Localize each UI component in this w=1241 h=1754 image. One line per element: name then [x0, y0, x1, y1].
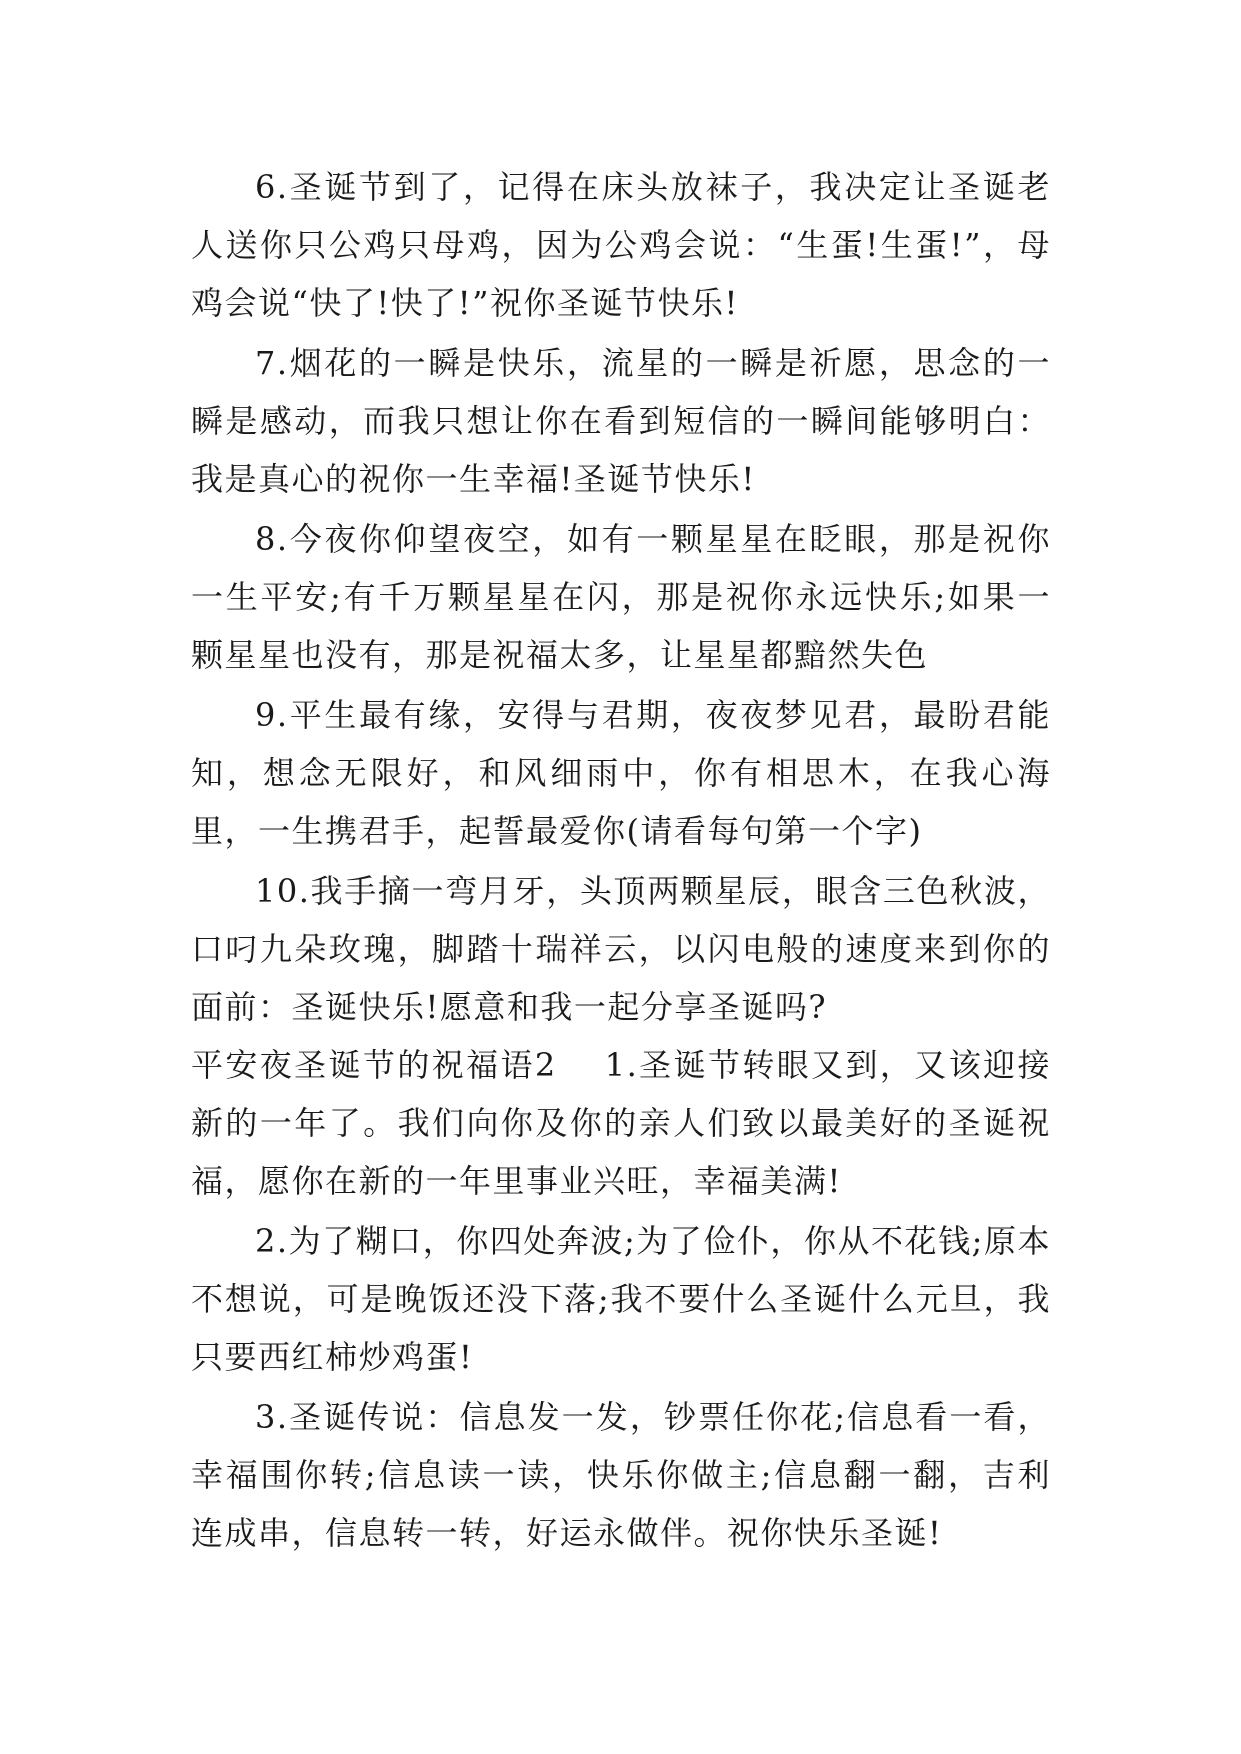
section-first-item: 1.圣诞节转眼又到，又该迎接新的一年了。我们向你及你的亲人们致以最美好的圣诞祝福，愿你在新的一年里事业兴旺，幸福美满! [191, 1046, 1051, 1200]
paragraph-3: 3.圣诞传说：信息发一发，钞票任你花;信息看一看，幸福围你转;信息读一读，快乐你做主;信息翻一翻，吉利连成串，信息转一转，好运永做伴。祝你快乐圣诞! [191, 1398, 1051, 1552]
section-title: 平安夜圣诞节的祝福语2 [191, 1046, 557, 1084]
paragraph-9: 9.平生最有缘，安得与君期，夜夜梦见君，最盼君能知，想念无限好，和风细雨中，你有相思木，在我心海里，一生携君手，起誓最爱你(请看每句第一个字) [191, 696, 1051, 850]
paragraph-7: 7.烟花的一瞬是快乐，流星的一瞬是祈愿，思念的一瞬是感动，而我只想让你在看到短信的一瞬间能够明白：我是真心的祝你一生幸福!圣诞节快乐! [191, 344, 1051, 498]
section-paragraph [191, 1036, 1051, 1210]
document-page [191, 158, 1051, 1562]
paragraph-10: 10.我手摘一弯月牙，头顶两颗星辰，眼含三色秋波，口叼九朵玫瑰，脚踏十瑞祥云，以闪电般的速度来到你的面前：圣诞快乐!愿意和我一起分享圣诞吗? [191, 872, 1051, 1026]
paragraph-2: 2.为了糊口，你四处奔波;为了俭仆，你从不花钱;原本不想说，可是晚饭还没下落;我不要什么圣诞什么元旦，我只要西红柿炒鸡蛋! [191, 1222, 1051, 1376]
paragraph-6: 6.圣诞节到了，记得在床头放袜子，我决定让圣诞老人送你只公鸡只母鸡，因为公鸡会说：“生蛋!生蛋!”，母鸡会说“快了!快了!”祝你圣诞节快乐! [191, 168, 1051, 322]
paragraph-8: 8.今夜你仰望夜空，如有一颗星星在眨眼，那是祝你一生平安;有千万颗星星在闪，那是祝你永远快乐;如果一颗星星也没有，那是祝福太多，让星星都黯然失色 [191, 520, 1051, 674]
